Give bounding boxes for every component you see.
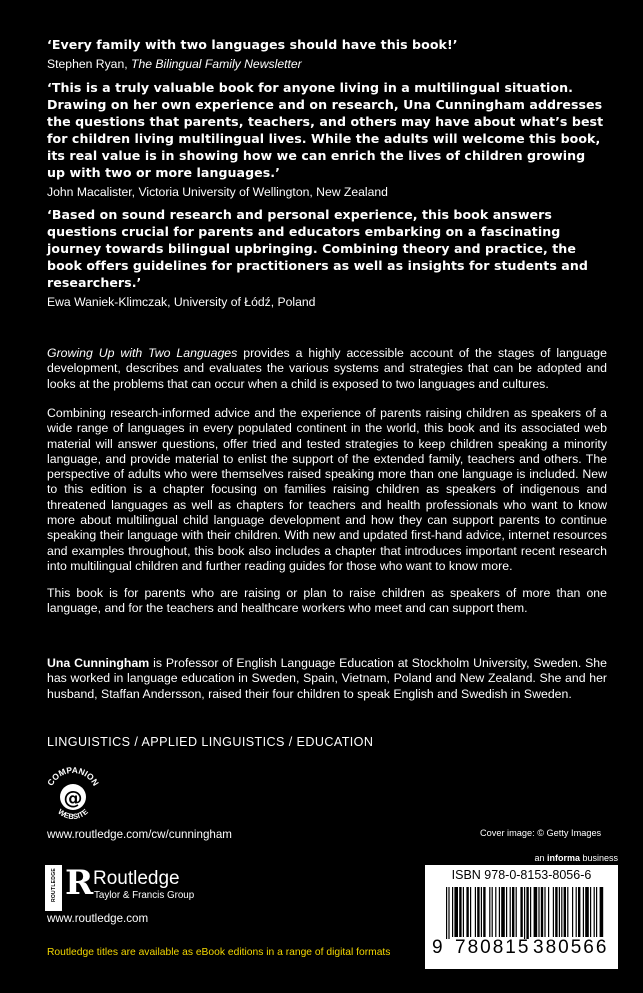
ebook-footer: Routledge titles are available as eBook editions in a range of digital formats [47, 947, 391, 958]
description-paragraph-1: Growing Up with Two Languages provides a highly accessible account of the stages of language development, describes and evaluates the various systems and strategies that can be adopted and looks at the problems that can occur when a child is exposed to two languages and cultures. [47, 346, 607, 391]
publisher-group: Taylor & Francis Group [94, 890, 195, 901]
svg-text:@: @ [63, 787, 83, 809]
author-name: Una Cunningham [47, 656, 150, 670]
review-quote-2 [47, 79, 607, 200]
publisher-url[interactable]: www.routledge.com [47, 912, 149, 925]
quote-attribution: John Macalister, Victoria University of Wellington, New Zealand [47, 185, 388, 199]
barcode-digit-first: 9 [432, 937, 443, 958]
description-paragraph-3: This book is for parents who are raising or plan to raise children as speakers of more than one language, and for the teachers and healthcare workers who meet and can support them. [47, 586, 607, 616]
quote-text: ‘This is a truly valuable book for anyone living in a multilingual situation. Drawing on her own experience and on research, Una Cunningham addresses the questions that parents, teachers, and others may have about what’s best for children living multilingual lives. While the adults will welcome this book, its real value is in showing how we can enrich the lives of children growing up with two or more languages.’ [47, 80, 604, 180]
companion-website-icon [42, 765, 104, 827]
barcode-digits-left: 780815 [455, 937, 531, 958]
publisher-name: Routledge [93, 868, 180, 889]
svg-text:WEBSITE: WEBSITE [56, 807, 90, 822]
svg-text:COMPANION: COMPANION [45, 765, 101, 788]
quote-text: ‘Based on sound research and personal experience, this book answers questions crucial for parents and educators embarking on a fascinating journey towards bilingual upbringing. Combining theory and practice, the book offers guidelines for practitioners as well as insights for students and researchers.’ [47, 207, 588, 290]
isbn-label: ISBN 978-0-8153-8056-6 [451, 868, 592, 882]
author-bio: Una Cunningham is Professor of English Language Education at Stockholm University, Sweden. She has worked in language education in Sweden, Spain, Vietnam, Poland and New Zealand. She and her husband, Staffan Andersson, raised their four children to speak English and Swedish in Sweden. [47, 656, 607, 701]
subject-category: LINGUISTICS / APPLIED LINGUISTICS / EDUCATION [47, 735, 374, 749]
quote-attribution: Stephen Ryan, The Bilingual Family Newsletter [47, 57, 302, 71]
routledge-logo [45, 865, 245, 911]
review-quote-1 [47, 36, 607, 72]
description-paragraph-2: Combining research-informed advice and the experience of parents raising children as speakers of a wide range of languages in every populated continent in the world, this book and its associated web material will answer questions, offer tried and tested strategies to keep children speaking a minority language, and provide material to enlist the support of the extended family, teachers and others. The perspective of adults who were themselves raised speaking more than one language is included. New to this edition is a chapter focusing on families raising children as speakers of indigenous and threatened languages as well as chapters for teachers and health professionals who want to know more about multilingual child language development and how they can support parents to continue speaking their language with their children. With new and updated first-hand advice, internet resources and examples throughout, this book also includes a chapter that introduces important recent research into multilingual children and further reading guides for those who want to know more. [47, 406, 607, 573]
barcode-bars [446, 887, 606, 939]
routledge-r-icon: R [65, 863, 94, 903]
review-quote-3 [47, 206, 607, 310]
barcode-digits-right: 380566 [533, 937, 609, 958]
isbn-barcode [425, 865, 618, 969]
informa-tagline: an informa business [534, 853, 618, 863]
quote-text: ‘Every family with two languages should have this book!’ [47, 37, 458, 52]
companion-url[interactable]: www.routledge.com/cw/cunningham [47, 828, 232, 841]
quote-attribution: Ewa Waniek-Klimczak, University of Łódź, Poland [47, 295, 316, 309]
routledge-spine-icon: ROUTLEDGE [45, 865, 62, 911]
book-title: Growing Up with Two Languages [47, 346, 238, 360]
cover-credit: Cover image: © Getty Images [480, 828, 602, 838]
